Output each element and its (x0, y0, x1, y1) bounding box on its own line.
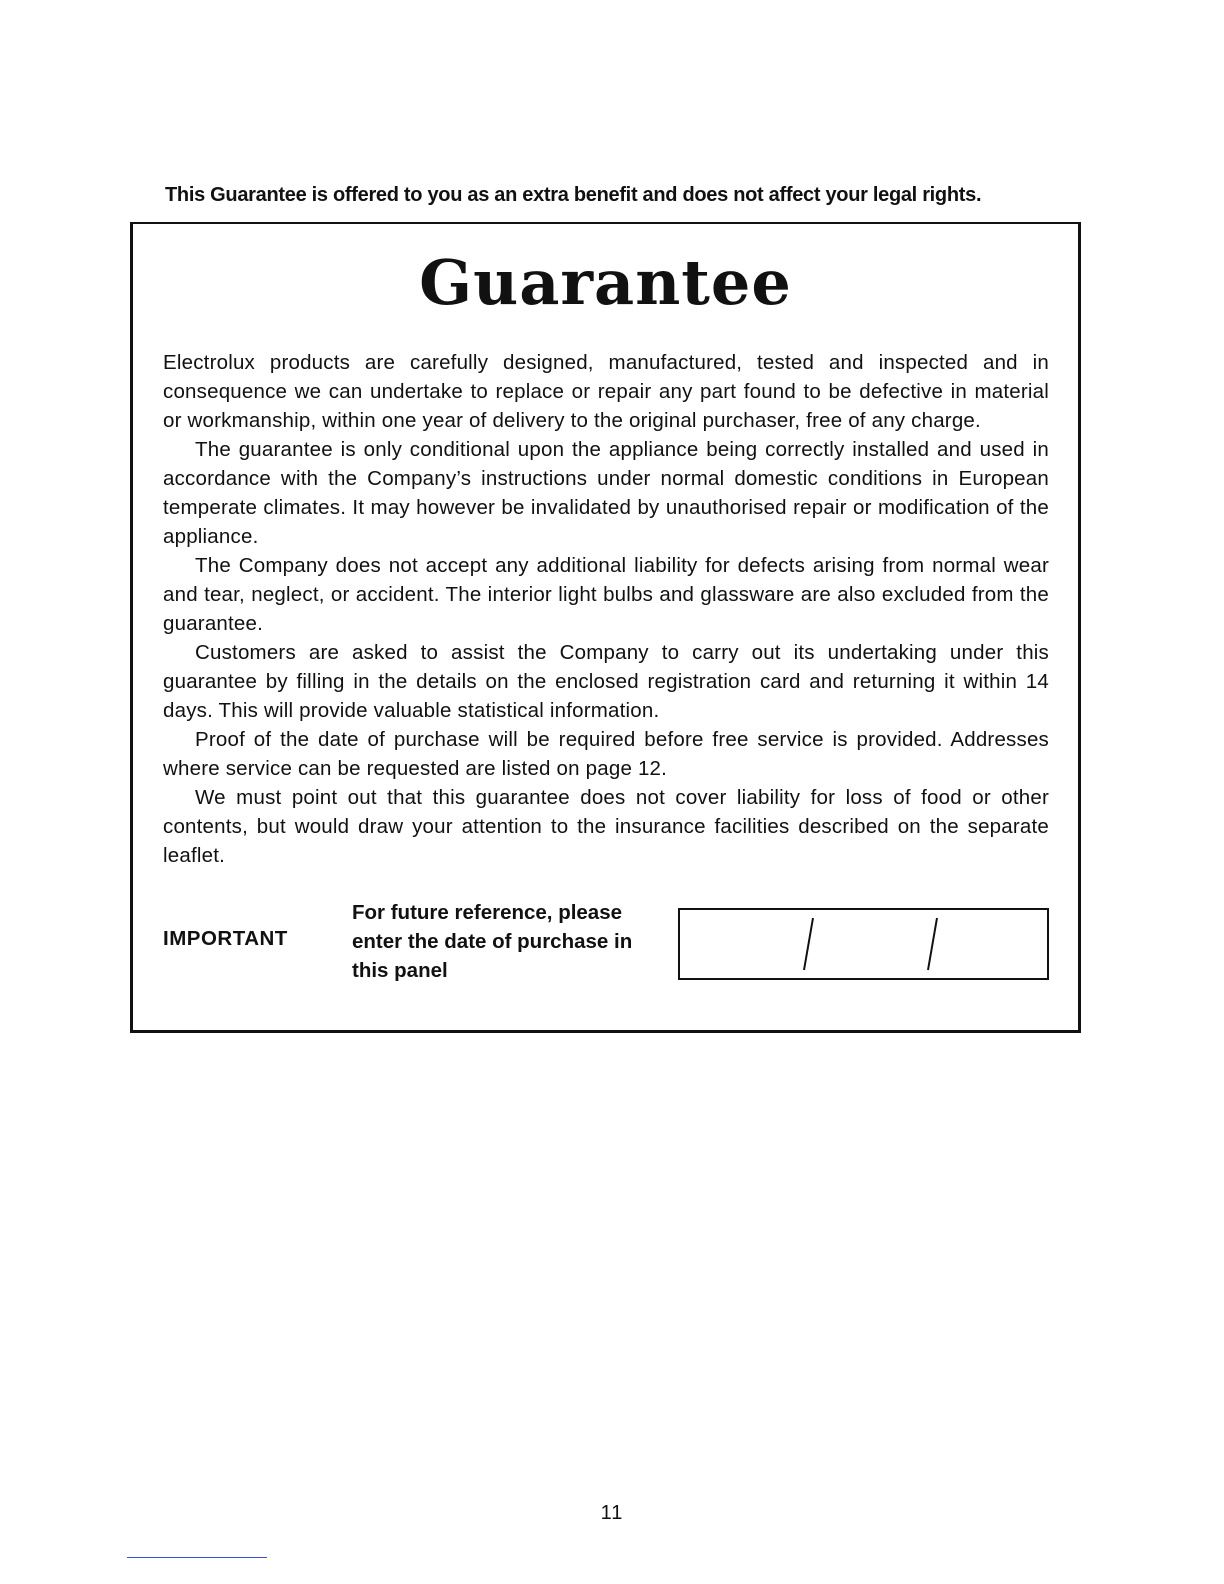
page-number: 11 (600, 1502, 624, 1524)
instruction-line: enter the date of purchase in (352, 930, 633, 953)
guarantee-box (130, 222, 1081, 1033)
margin-rule (127, 1557, 267, 1558)
guarantee-title: Guarantee (419, 246, 792, 319)
paragraph-exclusions: The Company does not accept any additional liability for defects arising from normal wear and tear, neglect, or accident. The interior light bulbs and glassware are also excluded from the guarantee. (163, 554, 1049, 635)
purchase-date-panel[interactable] (678, 908, 1049, 980)
paragraph-proof-of-purchase: Proof of the date of purchase will be required before free service is provided. Addresses where service can be requested are listed on page 12. (163, 728, 1049, 780)
date-separators (680, 910, 1047, 978)
paragraph-conditions: The guarantee is only conditional upon the appliance being correctly installed and used in accordance with the Company’s instructions under normal domestic conditions in European temperate climates. It may however be invalidated by unauthorised repair or modification of the appliance. (163, 438, 1049, 548)
paragraph-registration: Customers are asked to assist the Company to carry out its undertaking under this guarantee by filling in the details on the enclosed registration card and returning it within 14 days. This will provide valuable statistical information. (163, 641, 1049, 722)
important-label: IMPORTANT (163, 927, 288, 950)
paragraph-intro: Electrolux products are carefully designed, manufactured, tested and inspected and in consequence we can undertake to replace or repair any part found to be defective in material or workmanship, within one year of delivery to the original purchaser, free of any charge. (163, 351, 1049, 432)
guarantee-notice: This Guarantee is offered to you as an extra benefit and does not affect your legal rights. (165, 184, 982, 206)
instruction-line: this panel (352, 959, 448, 982)
paragraph-liability: We must point out that this guarantee does not cover liability for loss of food or other contents, but would draw your attention to the insurance facilities described on the separate leaflet. (163, 786, 1049, 867)
guarantee-body (163, 348, 1049, 870)
date-separator-slash (804, 918, 813, 970)
purchase-date-instruction (352, 898, 672, 985)
instruction-line: For future reference, please (352, 901, 623, 924)
date-separator-slash (928, 918, 937, 970)
